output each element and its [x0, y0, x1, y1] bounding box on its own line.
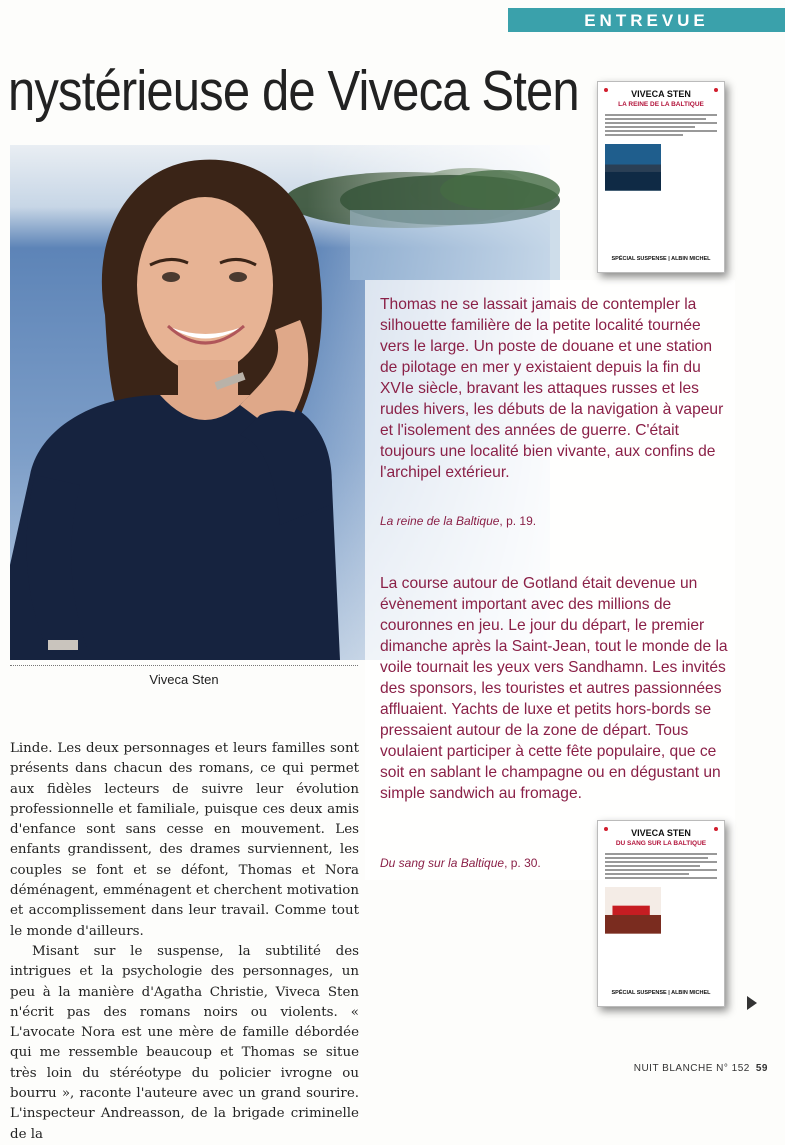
- excerpt-1-source: [380, 514, 536, 528]
- cover-title: LA REINE DE LA BALTIQUE: [618, 101, 704, 108]
- body-paragraph-1: Linde. Les deux personnages et leurs familles sont présents dans chacun des romans, ce qui permet aux fidèles lecteurs de suivre leur évolution professionnelle et familiale, puisque ces deux amis d'enfance sont sans cesse en mouvement. Les enfants grandissent, des drames surviennent, les couples se font et se défont, Thomas et Nora déménagent, emménagent et cherchent motivation et accomplissement dans leur travail. Comme tout le monde d'ailleurs.: [10, 741, 359, 939]
- cover-blurb: [605, 853, 717, 879]
- book-cover-sang-baltique: [597, 820, 725, 1007]
- section-tab: ENTREVUE: [508, 8, 785, 32]
- cover-illustration: [605, 887, 661, 934]
- excerpt-2-source: [380, 856, 541, 870]
- cover-blurb: [605, 114, 717, 136]
- cover-illustration: [605, 144, 661, 191]
- article-headline: nystérieuse de Viveca Sten: [8, 59, 579, 123]
- excerpt-2-book-title: Du sang sur la Baltique: [380, 856, 505, 870]
- book-cover-reine-baltique: [597, 81, 725, 273]
- cover-author: VIVECA STEN: [631, 89, 691, 99]
- excerpt-1-page: , p. 19.: [499, 514, 537, 528]
- caption-divider: [10, 665, 358, 666]
- body-paragraph-2: Misant sur le suspense, la subtilité des intrigues et la psychologie des personnages, un peu à la manière d'Agatha Christie, Viveca Sten n'écrit pas des romans noirs ou violents. « L'avocate Nora est une mère de famille débordée qui me ressemble beaucoup et Thomas se situe très loin du stéréotype du policier ivrogne ou bourru », raconte l'auteure avec un grand sourire. L'inspecteur Andreasson, de la brigade criminelle de la: [10, 943, 359, 1142]
- cover-author: VIVECA STEN: [631, 828, 691, 838]
- photo-caption: Viveca Sten: [149, 672, 219, 687]
- excerpt-2-page: , p. 30.: [504, 856, 541, 870]
- book-excerpt-2: La course autour de Gotland était devenue un évènement important avec des millions de couronnes en jeu. Le jour du départ, le premier dimanche après la Saint-Jean, tout le monde de la voile tournait les yeux vers Sandhamn. Les invités des sponsors, les touristes et autres passionnées affluaient. Yachts de luxe et petits hors-bords se pressaient autour de la zone de départ. Tous voulaient participer à cette fête populaire, que ce soit en sablant le champagne ou en dégustant un simple sandwich au fromage.: [380, 575, 728, 802]
- book-excerpt-1: Thomas ne se lassait jamais de contempler la silhouette familière de la petite localité tournée vers le large. Un poste de douane et une station de pilotage en mer y existaient depuis la fin du XVIe siècle, bravant les attaques russes et les rudes hivers, les débuts de la navigation à vapeur et l'isolement des années de guerre. C'était toujours une localité bien vivante, aux confins de l'archipel extérieur.: [380, 296, 724, 481]
- cover-publisher: SPÉCIAL SUSPENSE | ALBIN MICHEL: [611, 256, 711, 262]
- continue-arrow-icon: [747, 996, 757, 1010]
- excerpt-1-book-title: La reine de la Baltique: [380, 514, 500, 528]
- cover-publisher: SPÉCIAL SUSPENSE | ALBIN MICHEL: [611, 990, 711, 996]
- page-footer: [634, 1063, 768, 1074]
- magazine-issue: NUIT BLANCHE N° 152: [633, 1063, 750, 1074]
- shoreline-photo-extension: [350, 130, 560, 280]
- article-body: [10, 739, 359, 1145]
- cover-title: DU SANG SUR LA BALTIQUE: [615, 840, 707, 847]
- page-number: 59: [755, 1063, 768, 1074]
